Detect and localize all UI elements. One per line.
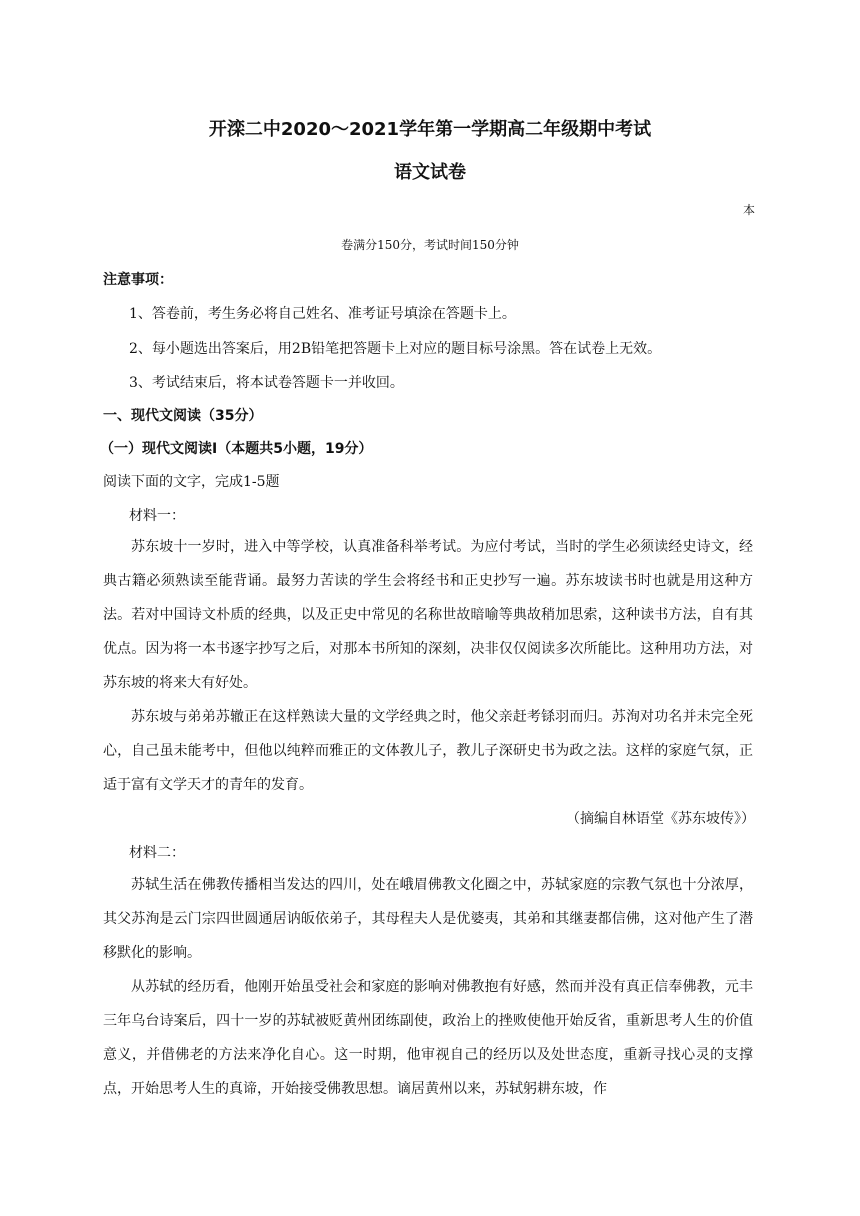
exam-title: 开滦二中2020～2021学年第一学期高二年级期中考试 bbox=[208, 119, 652, 140]
material1-paragraph: 苏东坡十一岁时，进入中等学校，认真准备科举考试。为应付考试，当时的学生必须读经史诗文，经典古籍必须熟读至能背诵。最努力苦读的学生会将经书和正史抄写一遍。苏东坡读书时也就是用这种方法。若对中国诗文朴质的经典，以及正史中常见的名称世故暗喻等典故稍加思索，这种读书方法，自有其优点。因为将一本书逐字抄写之后，对那本书所知的深刻，决非仅仅阅读多次所能比。这种用功方法，对苏东坡的将来大有好处。 bbox=[103, 539, 753, 691]
notice-heading: 注意事项： bbox=[103, 272, 173, 288]
reading-instruction: 阅读下面的文字，完成1-5题 bbox=[103, 474, 280, 490]
exam-info: 卷满分150分，考试时间150分钟 bbox=[341, 238, 519, 252]
material1-label: 材料一： bbox=[129, 508, 185, 524]
notice-item-3: 3、考试结束后，将本试卷答题卡一并收回。 bbox=[129, 375, 404, 391]
section-heading: 一、现代文阅读（35分） bbox=[103, 408, 263, 424]
material2-paragraph: 苏轼生活在佛教传播相当发达的四川，处在峨眉佛教文化圈之中，苏轼家庭的宗教气氛也十分浓厚，其父苏洵是云门宗四世圆通居讷皈依弟子，其母程夫人是优婆夷，其弟和其继妻都信佛，这对他产生了潜移默化的影响。 bbox=[103, 877, 753, 961]
exam-subtitle: 语文试卷 bbox=[394, 162, 466, 183]
material2-paragraph: 从苏轼的经历看，他刚开始虽受社会和家庭的影响对佛教抱有好感，然而并没有真正信奉佛教，元丰三年乌台诗案后，四十一岁的苏轼被贬黄州团练副使，政治上的挫败使他开始反省，重新思考人生的价值意义，并借佛老的方法来净化自心。这一时期，他审视自己的经历以及处世态度，重新寻找心灵的支撑点，开始思考人生的真谛，开始接受佛教思想。谪居黄州以来，苏轼躬耕东坡，作 bbox=[103, 979, 753, 1097]
notice-item-1: 1、答卷前，考生务必将自己姓名、准考证号填涂在答题卡上。 bbox=[129, 306, 516, 322]
material1-source: （摘编自林语堂《苏东坡传》） bbox=[566, 811, 755, 827]
corner-text: 本 bbox=[742, 203, 755, 217]
notice-item-2: 2、每小题选出答案后，用2B铅笔把答题卡上对应的题目标号涂黑。答在试卷上无效。 bbox=[129, 341, 662, 357]
subsection-heading: （一）现代文阅读Ⅰ（本题共5小题，19分） bbox=[100, 441, 373, 457]
material1-paragraph: 苏东坡与弟弟苏辙正在这样熟读大量的文学经典之时，他父亲赶考铩羽而归。苏洵对功名并未完全死心，自己虽未能考中，但他以纯粹而雅正的文体教儿子，教儿子深研史书为政之法。这样的家庭气氛，正适于富有文学天才的青年的发育。 bbox=[103, 709, 753, 793]
material2-label: 材料二： bbox=[129, 845, 185, 861]
